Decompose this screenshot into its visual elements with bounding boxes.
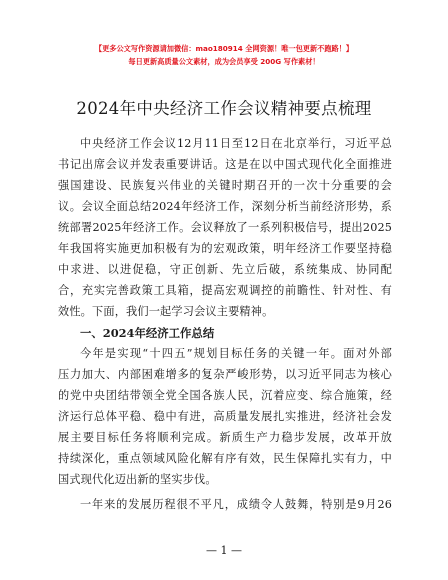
promo-banner-line-1: 【更多公文写作资源请加微信：mao180914 全网资源！唯一包更新不跑路！】: [94, 44, 354, 53]
section-heading: 一、2024年经济工作总结: [80, 326, 215, 340]
paragraph-line: 书记出席会议并发表重要讲话。这是在以中国式现代化全面推进: [58, 158, 392, 171]
paragraph-line: 中求进、以进促稳，守正创新、先立后破，系统集成、协同配: [58, 263, 392, 276]
paragraph-line: 统部署2025年经济工作。会议释放了一系列积极信号，提出2025: [58, 221, 392, 234]
document-title: 2024年中央经济工作会议精神要点梳理: [76, 99, 372, 118]
paragraph-line: 议。会议全面总结2024年经济工作，深刻分析当前经济形势，系: [58, 200, 392, 213]
paragraph-line: 的党中央团结带领全党全国各族人民，沉着应变、综合施策，经: [58, 389, 392, 402]
page-number: — 1 —: [206, 544, 242, 557]
paragraph-line: 年我国将实施更加积极有为的宏观政策，明年经济工作要坚持稳: [58, 242, 392, 255]
paragraph-line: 强国建设、民族复兴伟业的关键时期召开的一次十分重要的会: [58, 179, 392, 192]
paragraph-line: 效性。下面，我们一起学习会议主要精神。: [58, 305, 274, 318]
paragraph-line: 压力加大、内部困难增多的复杂严峻形势，以习近平同志为核心: [58, 368, 392, 381]
paragraph-line: 展主要目标任务将顺利完成。新质生产力稳步发展，改革开放: [58, 431, 392, 444]
paragraph-line: 合，充实完善政策工具箱，提高宏观调控的前瞻性、针对性、有: [58, 284, 392, 297]
paragraph-line: 持续深化，重点领域风险化解有序有效，民生保障扎实有力，中: [58, 452, 392, 465]
paragraph-line: 一年来的发展历程很不平凡，成绩令人鼓舞，特别是9月26: [80, 498, 392, 511]
promo-banner-line-2: 每日更新高质量公文素材，成为会员享受 200G 写作素材！: [128, 57, 320, 66]
paragraph-line: 国式现代化迈出新的坚实步伐。: [58, 473, 217, 486]
paragraph-line: 中央经济工作会议12月11日至12日在北京举行，习近平总: [80, 137, 392, 150]
paragraph-line: 今年是实现“十四五”规划目标任务的关键一年。面对外部: [80, 347, 392, 360]
paragraph-line: 济运行总体平稳、稳中有进，高质量发展扎实推进，经济社会发: [58, 410, 392, 423]
